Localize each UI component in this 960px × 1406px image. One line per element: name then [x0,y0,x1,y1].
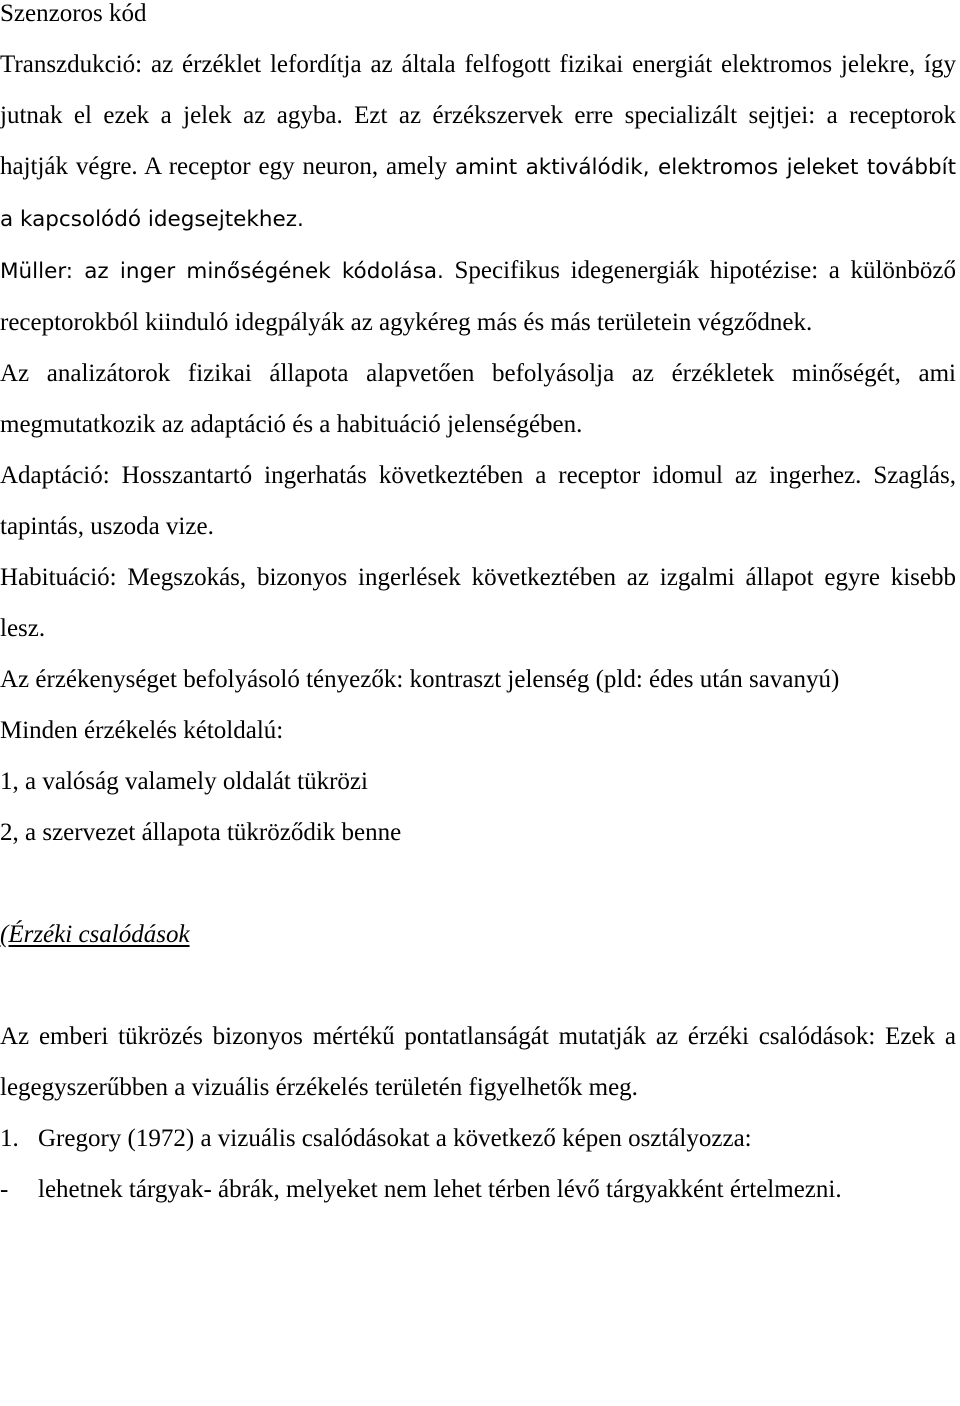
dash-list-item [0,1164,956,1215]
list-number: 1. [0,1125,19,1152]
heading: Szenzoros kód [0,0,147,27]
paragraph-muller [0,245,956,348]
paragraph-minden: Minden érzékelés kétoldalú: [0,717,284,744]
spacer [0,960,956,1011]
list-item-2: 2, a szervezet állapota tükröződik benne [0,819,402,846]
dash-list-text: lehetnek tárgyak- ábrák, melyeket nem lehet térben lévő tárgyakként értelmezni. [38,1176,842,1203]
paragraph-transdukcio [0,39,956,245]
list-dash: - [0,1176,9,1203]
paragraph-erzekenyseg: Az érzékenységet befolyásoló tényezők: kontraszt jelenség (pld: édes után savanyú) [0,666,840,693]
section-title [0,909,956,960]
paragraph-muller-rest: Specifikus idegenergiák hipotézise: a különböző receptorokból kiinduló idegpályák az agykéreg más és más területein végződnek. [0,257,956,336]
spacer [0,858,956,909]
paragraph-transdukcio-text: Transzdukció: az érzéklet lefordítja az általa felfogott fizikai energiát elektromos jelekre, így jutnak el ezek a jelek az agyba. Ezt az érzékszervek erre specializált sejtjei: a receptorok hajtják végre. A receptor egy neuron, amely [0,51,956,180]
list-item-1: 1, a valóság valamely oldalát tükrözi [0,768,368,795]
paragraph-emberi: Az emberi tükrözés bizonyos mértékű pontatlanságát mutatják az érzéki csalódások: Ezek a legegyszerűbben a vizuális érzékelés területén figyelhetők meg. [0,1023,956,1101]
paragraph-transdukcio-sans: amint aktiválódik, elektromos jeleket továbbít a kapcsolódó idegsejtekhez. [0,155,957,232]
paragraph-analizatorok: Az analizátorok fizikai állapota alapvetően befolyásolja az érzékletek minőségét, ami megmutatkozik az adaptáció és a habituáció jelenségében. [0,360,956,438]
paragraph-muller-sans: Müller: az inger minőségének kódolása. [0,259,444,284]
paragraph-habituacio: Habituáció: Megszokás, bizonyos ingerlések következtében az izgalmi állapot egyre kisebb lesz. [0,564,956,642]
paragraph-adaptacio: Adaptáció: Hosszantartó ingerhatás következtében a receptor idomul az ingerhez. Szaglás, tapintás, uszoda vize. [0,462,956,540]
section-title-text: (Érzéki csalódások [0,921,190,948]
numbered-list-item [0,1113,956,1164]
numbered-list-text: Gregory (1972) a vizuális csalódásokat a következő képen osztályozza: [38,1125,752,1152]
